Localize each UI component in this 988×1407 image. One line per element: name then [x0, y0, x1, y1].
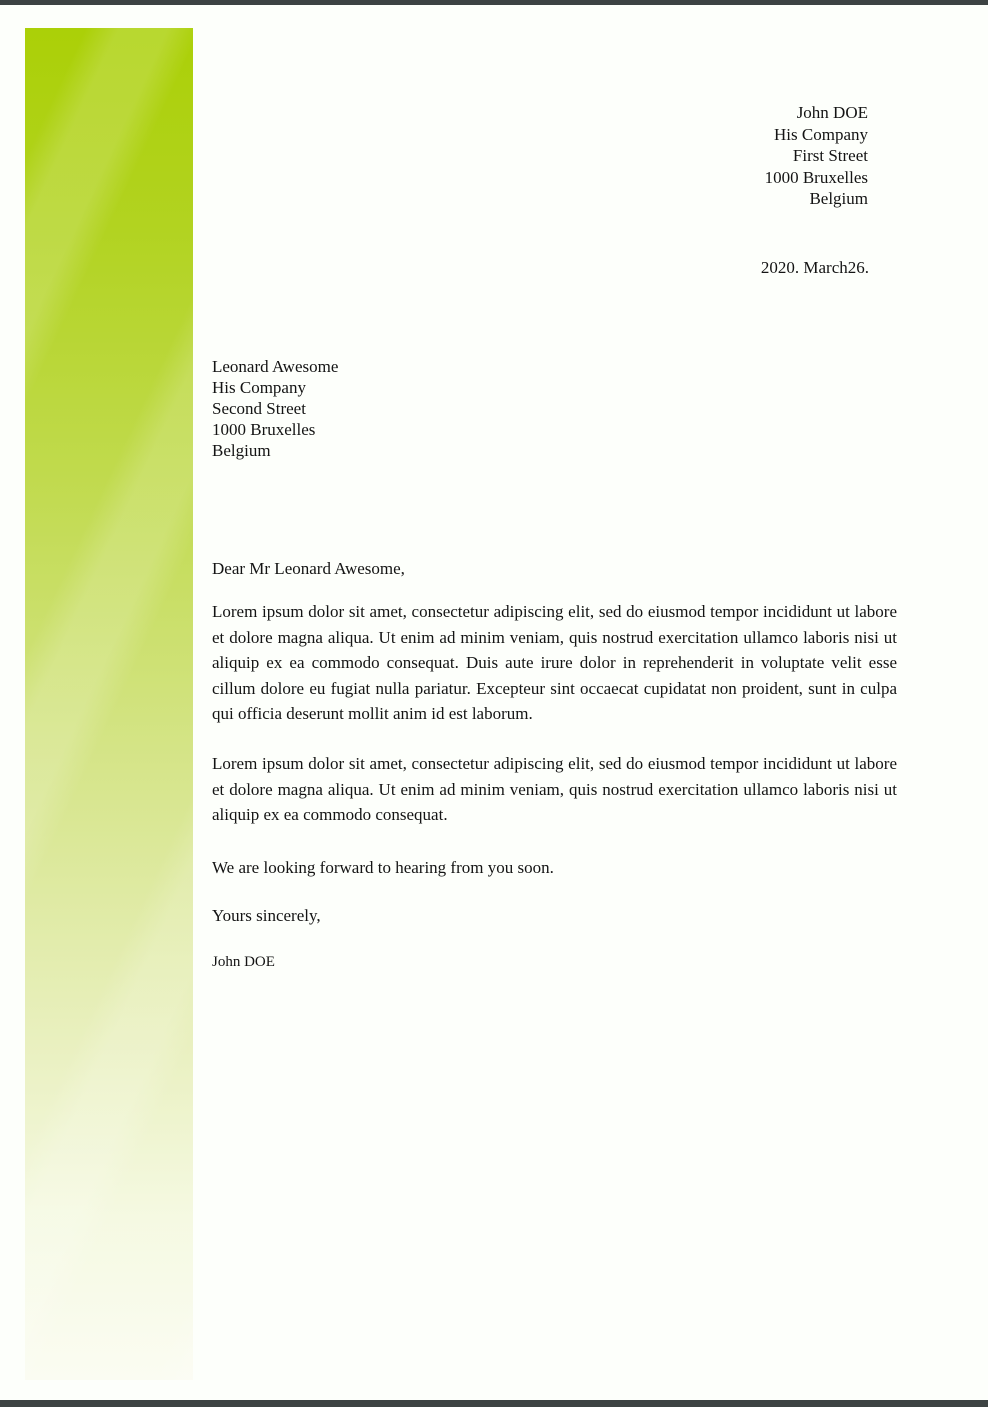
top-border-rule: [0, 0, 988, 5]
recipient-company: His Company: [212, 378, 306, 397]
sender-name: John DOE: [796, 103, 868, 122]
signature-name: John DOE: [212, 954, 275, 970]
bottom-border-rule: [0, 1400, 988, 1407]
recipient-address-block: [212, 356, 338, 461]
letter-date: 2020. March26.: [760, 258, 869, 277]
body-paragraph-2: Lorem ipsum dolor sit amet, consectetur adipiscing elit, sed do eiusmod tempor incididunt ut labore et dolore magna aliqua. Ut enim ad minim veniam, quis nostrud exercitation ullamco laboris nisi ut aliquip ex ea commodo consequat.: [212, 754, 897, 824]
recipient-street: Second Street: [212, 399, 306, 418]
sender-city: 1000 Bruxelles: [764, 167, 868, 187]
sender-address-block: [765, 102, 868, 210]
sender-country: Belgium: [809, 189, 868, 208]
body-paragraph-1: Lorem ipsum dolor sit amet, consectetur adipiscing elit, sed do eiusmod tempor incididunt ut labore et dolore magna aliqua. Ut enim ad minim veniam, quis nostrud exercitation ullamco laboris nisi ut aliquip ex ea commodo consequat. Duis aute irure dolor in reprehenderit in voluptate velit esse cillum dolore eu fugiat nulla pariatur. Excepteur sint occaecat cupidatat non proident, sunt in culpa qui officia deserunt mollit anim id est laborum.: [212, 602, 897, 723]
salutation: Dear Mr Leonard Awesome,: [212, 559, 405, 578]
valediction: Yours sincerely,: [212, 906, 321, 925]
recipient-city: 1000 Bruxelles: [212, 420, 316, 439]
recipient-country: Belgium: [212, 441, 271, 460]
green-gradient-sidebar: [25, 28, 193, 1380]
sender-street: First Street: [792, 146, 868, 165]
closing-line: We are looking forward to hearing from you soon.: [212, 858, 554, 877]
sender-company: His Company: [774, 124, 868, 144]
recipient-name: Leonard Awesome: [212, 357, 339, 376]
